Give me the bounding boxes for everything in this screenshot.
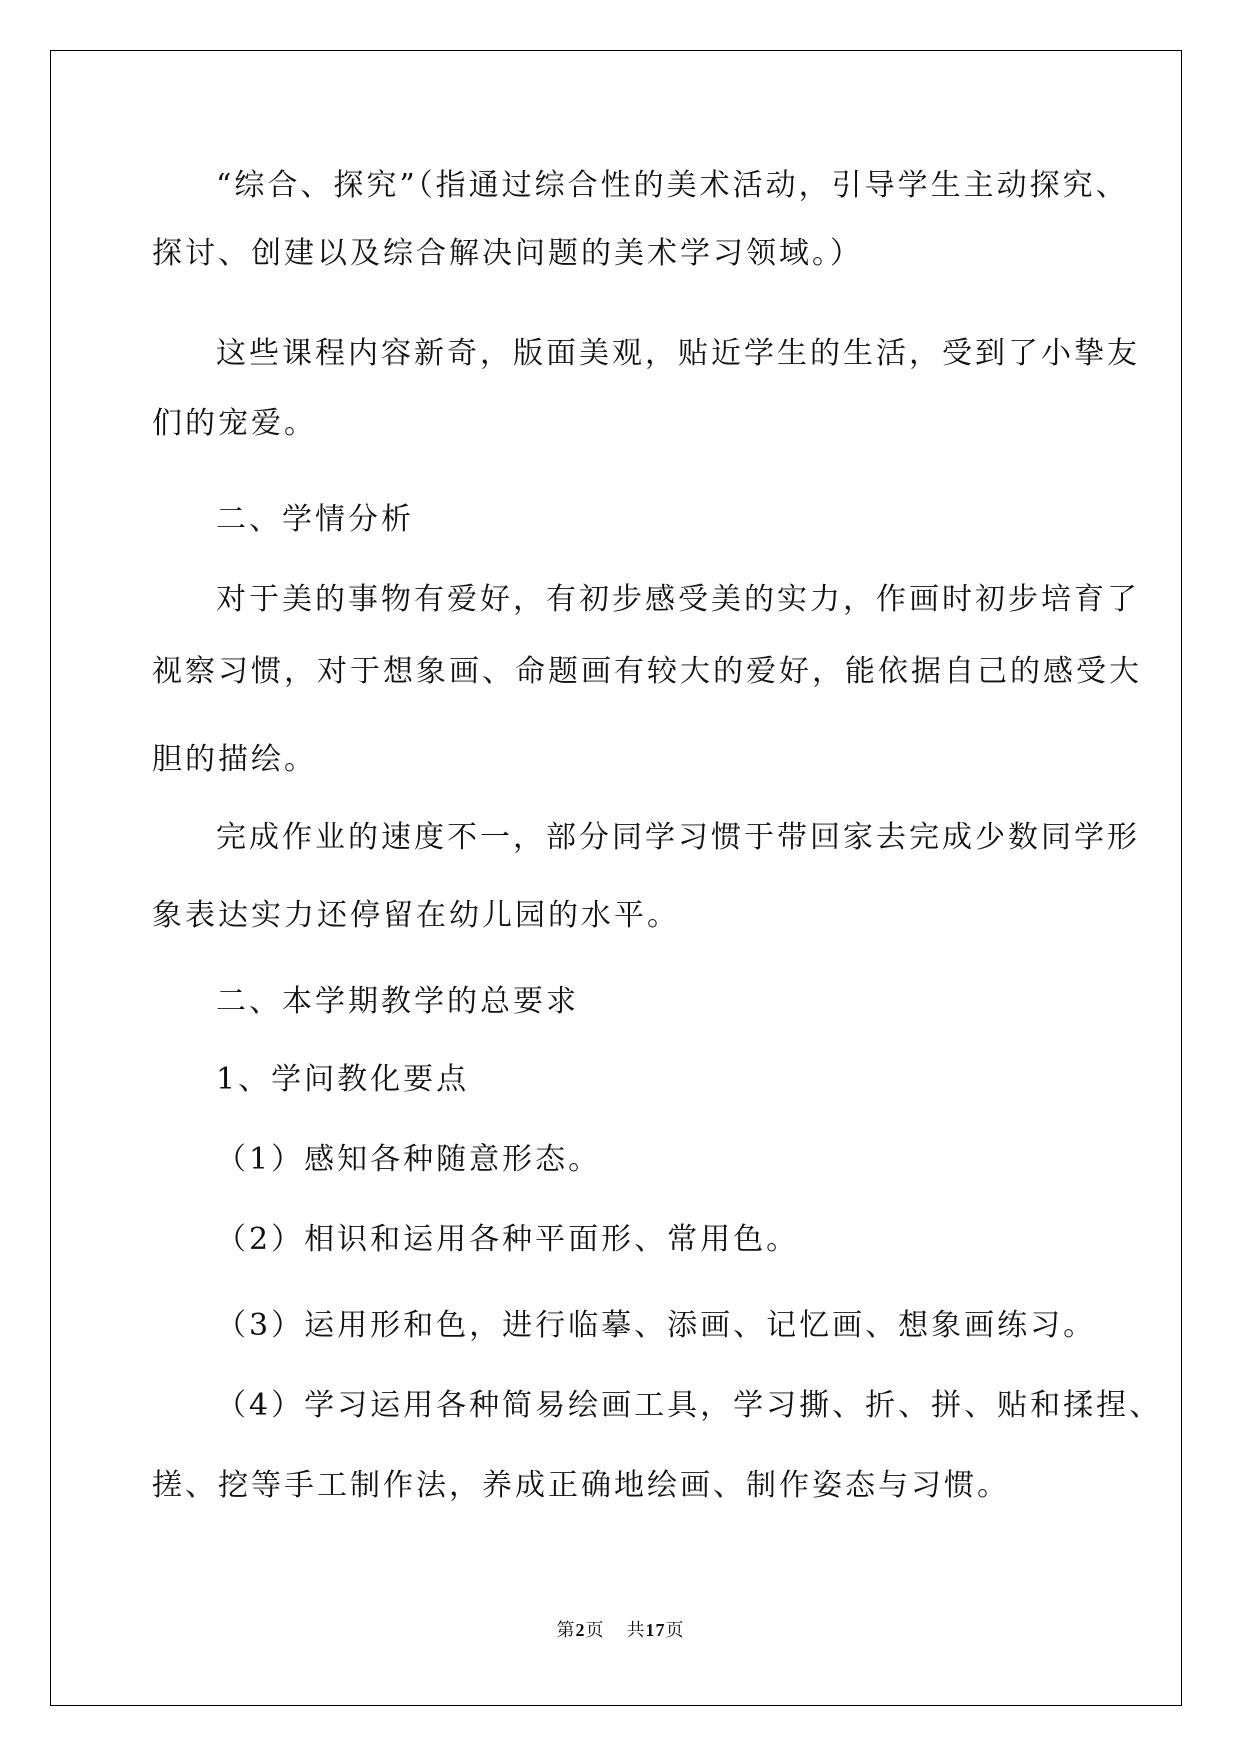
page-footer <box>0 1616 1241 1642</box>
paragraph-line: 视察习惯，对于想象画、命题画有较大的爱好，能依据自己的感受大 <box>152 654 1142 689</box>
paragraph-line: 完成作业的速度不一，部分同学习惯于带回家去完成少数同学形 <box>216 820 1140 855</box>
page-number: 2 <box>575 1620 586 1640</box>
list-item: （2）相识和运用各种平面形、常用色。 <box>216 1222 800 1257</box>
paragraph-line: 这些课程内容新奇，版面美观，贴近学生的生活，受到了小挚友 <box>216 336 1140 371</box>
page-prefix: 第 <box>556 1620 576 1640</box>
section-heading: 二、学情分析 <box>216 502 414 537</box>
paragraph-line: 搓、挖等手工制作法，养成正确地绘画、制作姿态与习惯。 <box>152 1468 1010 1503</box>
page-border <box>50 50 1182 1706</box>
section-heading: 二、本学期教学的总要求 <box>216 984 579 1019</box>
paragraph-line: 探讨、创建以及综合解决问题的美术学习领域。） <box>152 236 863 271</box>
paragraph-line: 象表达实力还停留在幼儿园的水平。 <box>152 898 680 933</box>
paragraph-line: 对于美的事物有爱好，有初步感受美的实力，作画时初步培育了 <box>216 582 1140 617</box>
total-pages: 17 <box>645 1620 666 1640</box>
page-suffix: 页 <box>585 1620 605 1640</box>
total-prefix: 共 <box>626 1620 646 1640</box>
paragraph-line: 胆的描绘。 <box>152 742 317 777</box>
list-item: （4）学习运用各种简易绘画工具，学习撕、折、拼、贴和揉捏、 <box>216 1388 1163 1423</box>
subsection-heading: 1、学问教化要点 <box>216 1062 470 1097</box>
paragraph-line: “综合、探究”（指通过综合性的美术活动，引导学生主动探究、 <box>216 168 1129 203</box>
list-item: （1）感知各种随意形态。 <box>216 1142 602 1177</box>
total-suffix: 页 <box>665 1620 685 1640</box>
paragraph-line: 们的宠爱。 <box>152 406 317 441</box>
list-item: （3）运用形和色，进行临摹、添画、记忆画、想象画练习。 <box>216 1308 1097 1343</box>
